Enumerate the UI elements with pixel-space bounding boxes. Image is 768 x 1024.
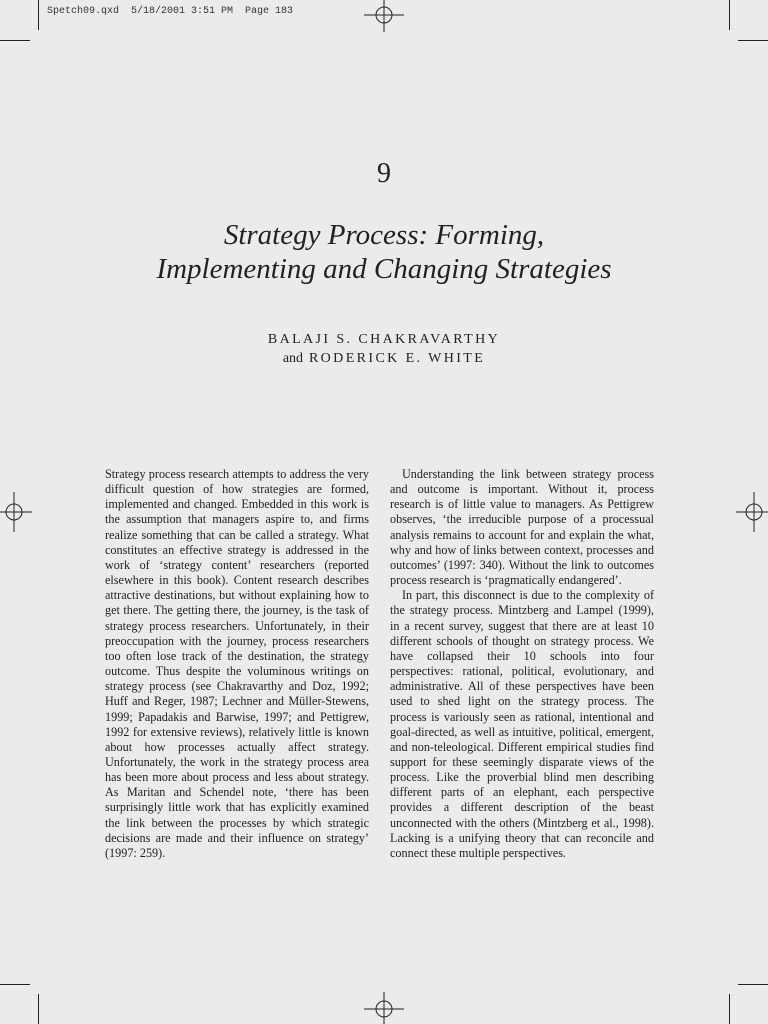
crop-mark-bottom-right-horizontal [738, 984, 768, 985]
crop-mark-bottom-left-horizontal [0, 984, 30, 985]
chapter-title-line-2: Implementing and Changing Strategies [156, 253, 612, 285]
author-2: RODERICK E. WHITE [308, 351, 486, 366]
chapter-number: 9 [377, 158, 391, 189]
author-1: BALAJI S. CHAKRAVARTHY [267, 332, 501, 347]
paragraph: In part, this disconnect is due to the complexity of the strategy process. Mintzberg and Lampel (1999), in a recent survey, suggest that there are at least 10 different schools of thought on strategy process. We have collapsed their 10 schools into four perspectives: rational, political, evolutionary, and administrative. All of these perspectives have been used to shed light on the strategy process. The process is variously seen as rational, intentional and goal-directed, as well as intuitive, political, emergent, and non-teleological. Different empirical studies find support for these seemingly disparate views of the process. Like the proverbial blind men describing different parts of an elephant, each perspective provides a different description of the beast unconnected with the others (Mintzberg et al., 1998). Lacking is a unifying theory that can reconcile and connect these multiple perspectives. [390, 588, 654, 860]
crop-mark-top-left-horizontal [0, 40, 30, 41]
paragraph: Strategy process research attempts to address the very difficult question of how strategies are formed, implemented and changed. Embedded in this work is the assumption that managers aspire to, and firms realize something that can be called a strategy. What constitutes an effective strategy is addressed in the work of ‘strategy content’ researchers (reported elsewhere in this book). Content research describes attractive destinations, but without explaining how to get there. The getting there, the journey, is the task of strategy process researchers. Unfortunately, in their preoccupation with the journey, process researchers too often lose track of the destination, the strategy outcome. Thus despite the voluminous writings on strategy process (see Chakravarthy and Doz, 1992; Huff and Reger, 1987; Lechner and Müller-Stewens, 1999; Papadakis and Barwise, 1997; and Pettigrew, 1992 for extensive reviews), relatively little is known about how processes actually affect strategy. Unfortunately, the work in the strategy process area has been more about process and less about strategy. As Maritan and Schendel note, ‘there has been surprisingly little work that has explicitly examined the link between the processes by which strategic decisions are made and their influence on strategy’ (1997: 259). [105, 467, 369, 860]
crop-mark-top-right-vertical [729, 0, 730, 30]
paragraph: Understanding the link between strategy process and outcome is important. Without it, process research is of little value to managers. As Pettigrew observes, ‘the irreducible purpose of a processual analysis remains to account for and explain the what, why and how of links between context, processes and outcomes’ (1997: 340). Without the link to outcomes process research is ‘pragmatically endangered’. [390, 467, 654, 588]
registration-mark-right [736, 492, 768, 532]
crop-mark-bottom-left-vertical [38, 994, 39, 1024]
chapter-title-line-1: Strategy Process: Forming, [223, 219, 545, 251]
file-slug: Spetch09.qxd 5/18/2001 3:51 PM Page 183 [47, 6, 294, 17]
body-column-left [105, 467, 369, 861]
registration-mark-bottom [364, 992, 404, 1024]
registration-mark-left [0, 492, 32, 532]
crop-mark-bottom-right-vertical [729, 994, 730, 1024]
body-column-right [390, 467, 654, 861]
crop-mark-top-left-vertical [38, 0, 39, 30]
chapter-title [0, 218, 768, 286]
author-2-line [0, 349, 768, 368]
crop-mark-top-right-horizontal [738, 40, 768, 41]
registration-mark-top [364, 0, 404, 32]
authors-and: and [282, 351, 304, 366]
authors [0, 330, 768, 368]
